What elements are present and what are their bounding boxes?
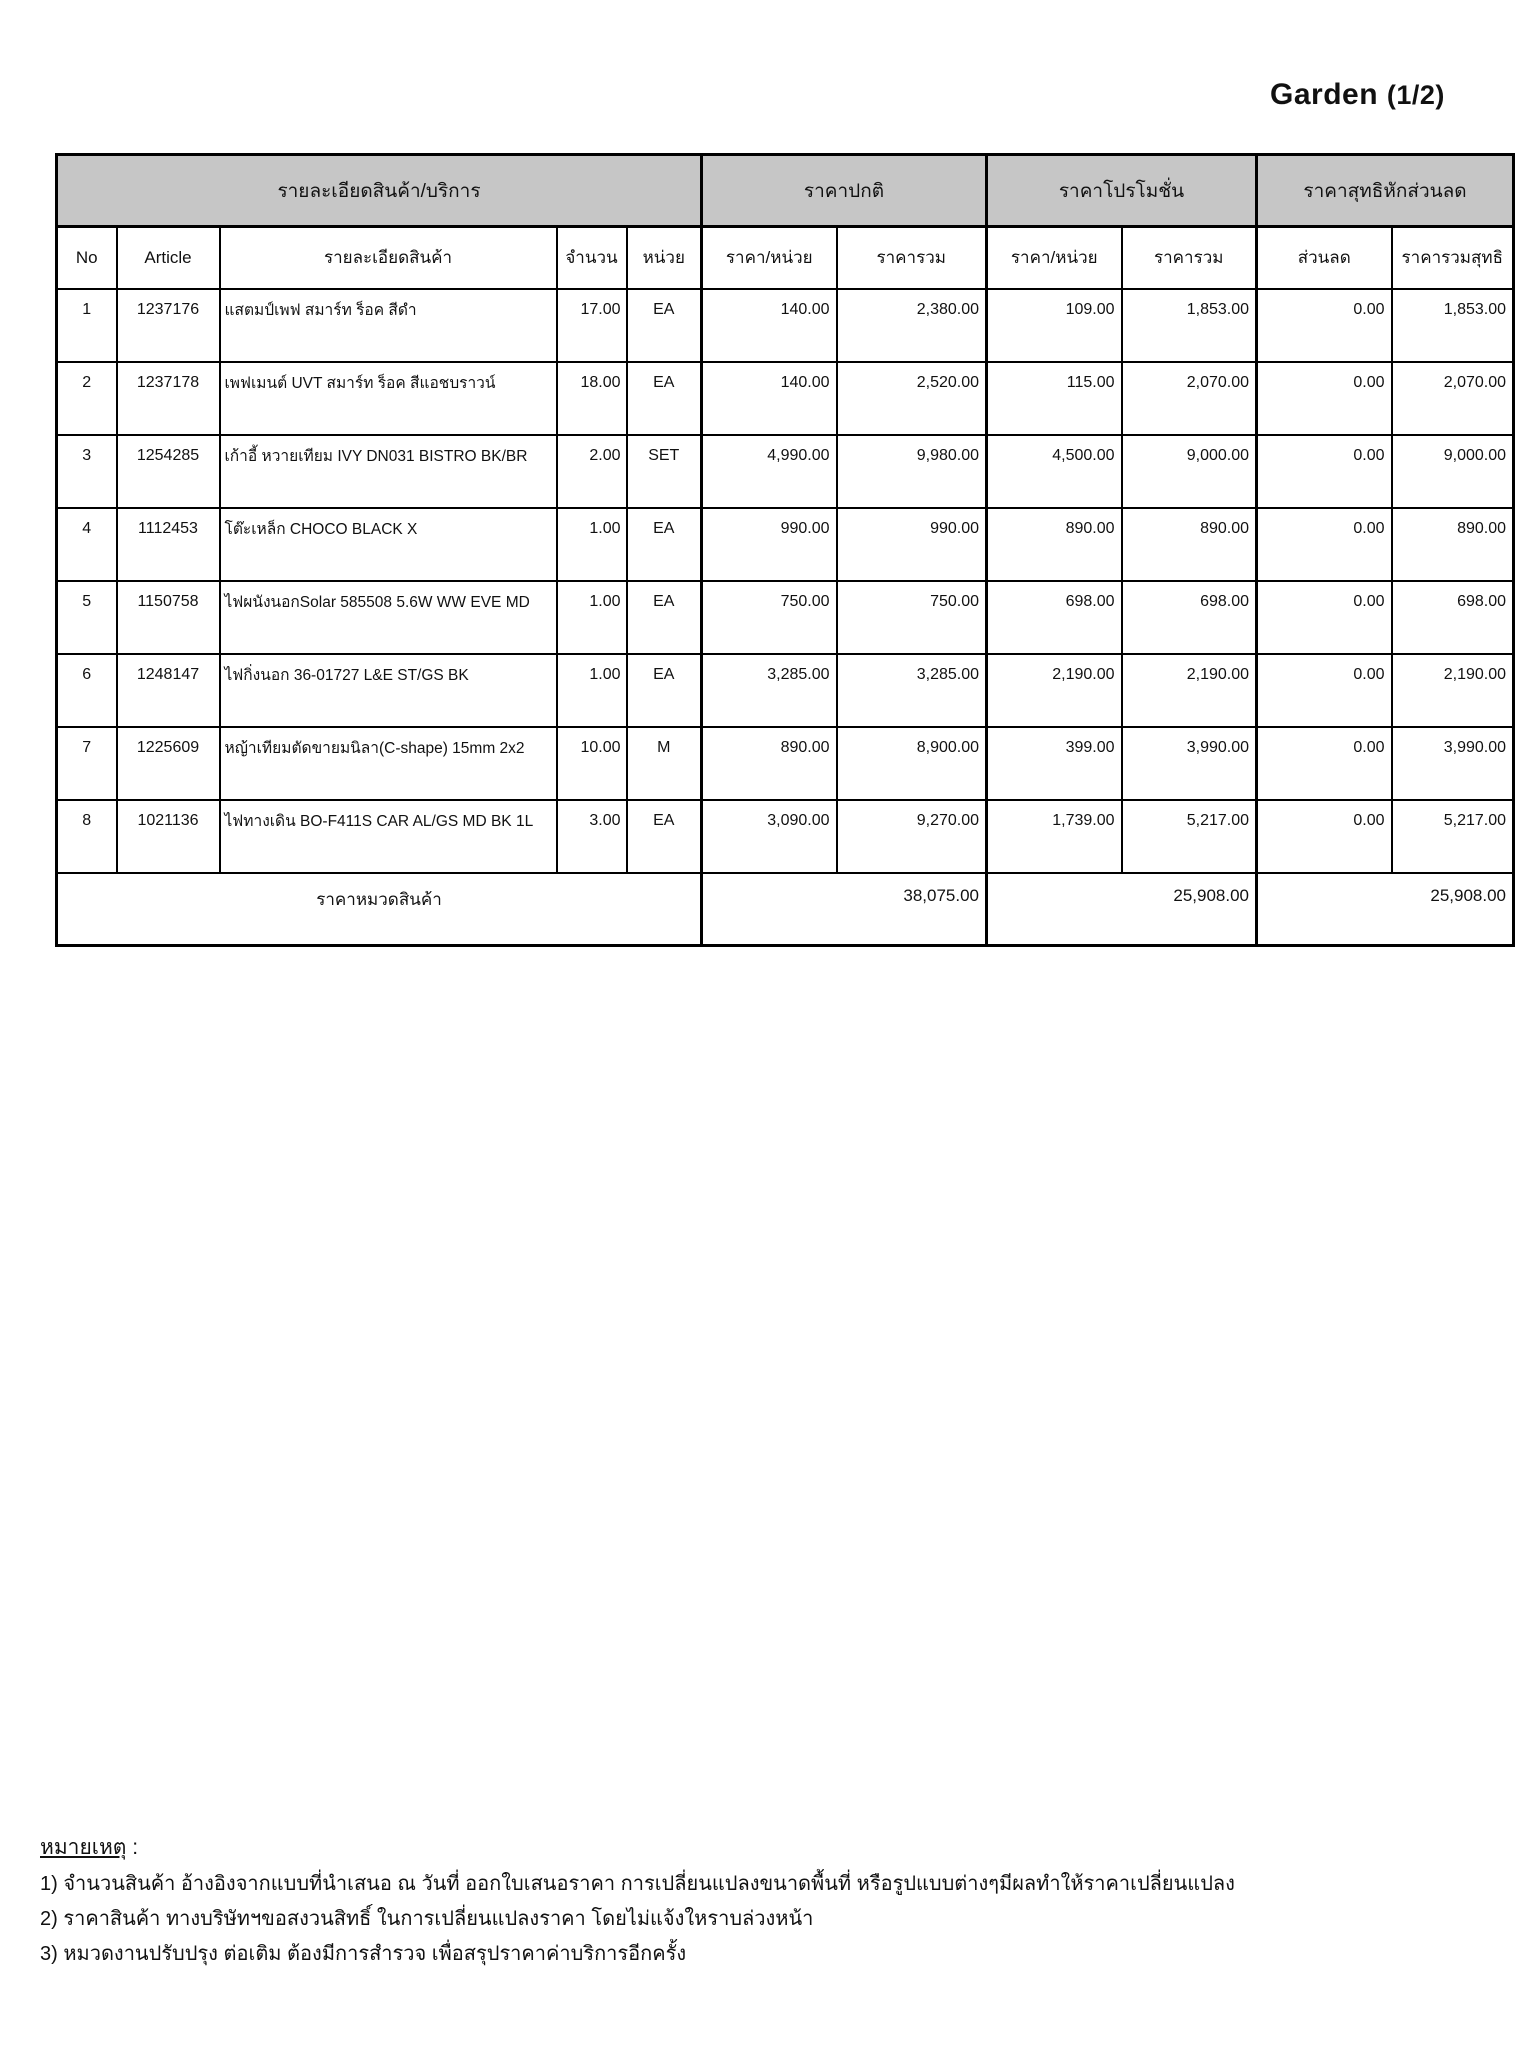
cell-promo-total: 2,070.00 — [1122, 362, 1257, 435]
note-1: 1) จำนวนสินค้า อ้างอิงจากแบบที่นำเสนอ ณ วันที่ ออกใบเสนอราคา การเปลี่ยนแปลงขนาดพื้นที่ หรือรูปแบบต่างๆมีผลทำให้ราคาเปลี่ยนแปลง — [40, 1873, 1235, 1896]
cell-no: 2 — [57, 362, 117, 435]
column-header-normal-unit-price: ราคา/หน่วย — [702, 227, 837, 289]
table-row — [57, 800, 1514, 873]
cell-article: 1248147 — [117, 654, 220, 727]
section-header-promo-price: ราคาโปรโมชั่น — [987, 155, 1257, 227]
cell-qty: 18.00 — [557, 362, 627, 435]
column-header-article: Article — [117, 227, 220, 289]
cell-normal-total: 2,380.00 — [837, 289, 987, 362]
cell-promo-unit-price: 1,739.00 — [987, 800, 1122, 873]
cell-net-total: 5,217.00 — [1392, 800, 1514, 873]
cell-normal-total: 9,980.00 — [837, 435, 987, 508]
column-header-no: No — [57, 227, 117, 289]
table-row — [57, 654, 1514, 727]
cell-description: ไฟผนังนอกSolar 585508 5.6W WW EVE MD — [220, 581, 557, 654]
cell-no: 3 — [57, 435, 117, 508]
notes-section — [40, 1836, 1510, 1978]
cell-normal-unit-price: 4,990.00 — [702, 435, 837, 508]
cell-promo-unit-price: 2,190.00 — [987, 654, 1122, 727]
cell-article: 1237176 — [117, 289, 220, 362]
cell-description: แสตมป์เพฟ สมาร์ท ร็อค สีดำ — [220, 289, 557, 362]
cell-unit: EA — [627, 800, 702, 873]
cell-promo-unit-price: 890.00 — [987, 508, 1122, 581]
cell-discount: 0.00 — [1257, 289, 1392, 362]
page-title — [1270, 78, 1445, 112]
notes-heading-text: หมายเหตุ — [40, 1836, 127, 1859]
cell-promo-total: 1,853.00 — [1122, 289, 1257, 362]
cell-net-total: 9,000.00 — [1392, 435, 1514, 508]
total-row — [57, 873, 1514, 946]
cell-promo-total: 698.00 — [1122, 581, 1257, 654]
cell-qty: 1.00 — [557, 654, 627, 727]
cell-qty: 1.00 — [557, 581, 627, 654]
cell-unit: EA — [627, 654, 702, 727]
total-net-price: 25,908.00 — [1257, 873, 1514, 946]
cell-promo-unit-price: 4,500.00 — [987, 435, 1122, 508]
table-row — [57, 362, 1514, 435]
cell-no: 6 — [57, 654, 117, 727]
cell-article: 1225609 — [117, 727, 220, 800]
cell-qty: 17.00 — [557, 289, 627, 362]
cell-promo-total: 2,190.00 — [1122, 654, 1257, 727]
cell-promo-unit-price: 115.00 — [987, 362, 1122, 435]
cell-article: 1237178 — [117, 362, 220, 435]
cell-no: 5 — [57, 581, 117, 654]
section-header-row — [57, 155, 1514, 227]
column-header-discount: ส่วนลด — [1257, 227, 1392, 289]
cell-description: หญ้าเทียมตัดขายมนิลา(C-shape) 15mm 2x2 — [220, 727, 557, 800]
total-promo-price: 25,908.00 — [987, 873, 1257, 946]
cell-normal-unit-price: 140.00 — [702, 362, 837, 435]
column-header-unit: หน่วย — [627, 227, 702, 289]
cell-article: 1150758 — [117, 581, 220, 654]
notes-heading-colon: : — [126, 1836, 139, 1859]
column-header-qty: จำนวน — [557, 227, 627, 289]
column-header-net-total: ราคารวมสุทธิ — [1392, 227, 1514, 289]
table-row — [57, 289, 1514, 362]
cell-unit: SET — [627, 435, 702, 508]
cell-unit: EA — [627, 362, 702, 435]
column-header-description: รายละเอียดสินค้า — [220, 227, 557, 289]
cell-discount: 0.00 — [1257, 654, 1392, 727]
cell-description: ไฟกิ่งนอก 36-01727 L&E ST/GS BK — [220, 654, 557, 727]
cell-normal-total: 750.00 — [837, 581, 987, 654]
total-label: ราคาหมวดสินค้า — [57, 873, 702, 946]
cell-normal-unit-price: 990.00 — [702, 508, 837, 581]
note-3: 3) หมวดงานปรับปรุง ต่อเติม ต้องมีการสำรวจ เพื่อสรุปราคาค่าบริการอีกครั้ง — [40, 1943, 687, 1966]
cell-unit: EA — [627, 508, 702, 581]
page-number-badge: (1/2) — [1386, 80, 1445, 110]
cell-discount: 0.00 — [1257, 800, 1392, 873]
cell-article: 1112453 — [117, 508, 220, 581]
cell-unit: EA — [627, 581, 702, 654]
cell-qty: 2.00 — [557, 435, 627, 508]
cell-unit: M — [627, 727, 702, 800]
cell-net-total: 2,070.00 — [1392, 362, 1514, 435]
cell-discount: 0.00 — [1257, 362, 1392, 435]
cell-description: เก้าอี้ หวายเทียม IVY DN031 BISTRO BK/BR — [220, 435, 557, 508]
cell-description: ไฟทางเดิน BO-F411S CAR AL/GS MD BK 1L — [220, 800, 557, 873]
table-row — [57, 435, 1514, 508]
cell-no: 4 — [57, 508, 117, 581]
cell-qty: 3.00 — [557, 800, 627, 873]
cell-no: 8 — [57, 800, 117, 873]
cell-normal-total: 2,520.00 — [837, 362, 987, 435]
cell-promo-total: 890.00 — [1122, 508, 1257, 581]
section-header-normal-price: ราคาปกติ — [702, 155, 987, 227]
cell-net-total: 698.00 — [1392, 581, 1514, 654]
column-header-promo-total: ราคารวม — [1122, 227, 1257, 289]
cell-promo-total: 5,217.00 — [1122, 800, 1257, 873]
page-title-name: Garden — [1270, 78, 1379, 111]
cell-net-total: 1,853.00 — [1392, 289, 1514, 362]
table-row — [57, 727, 1514, 800]
cell-promo-unit-price: 109.00 — [987, 289, 1122, 362]
cell-unit: EA — [627, 289, 702, 362]
cell-no: 7 — [57, 727, 117, 800]
column-header-row — [57, 227, 1514, 289]
cell-net-total: 2,190.00 — [1392, 654, 1514, 727]
cell-net-total: 3,990.00 — [1392, 727, 1514, 800]
cell-promo-unit-price: 698.00 — [987, 581, 1122, 654]
cell-description: เพฟเมนต์ UVT สมาร์ท ร็อค สีแอชบราวน์ — [220, 362, 557, 435]
cell-description: โต๊ะเหล็ก CHOCO BLACK X — [220, 508, 557, 581]
cell-normal-unit-price: 3,090.00 — [702, 800, 837, 873]
cell-discount: 0.00 — [1257, 727, 1392, 800]
cell-discount: 0.00 — [1257, 508, 1392, 581]
cell-normal-total: 990.00 — [837, 508, 987, 581]
total-normal-price: 38,075.00 — [702, 873, 987, 946]
cell-normal-unit-price: 3,285.00 — [702, 654, 837, 727]
cell-promo-total: 3,990.00 — [1122, 727, 1257, 800]
cell-normal-total: 8,900.00 — [837, 727, 987, 800]
cell-article: 1021136 — [117, 800, 220, 873]
column-header-promo-unit-price: ราคา/หน่วย — [987, 227, 1122, 289]
cell-normal-unit-price: 750.00 — [702, 581, 837, 654]
section-header-details: รายละเอียดสินค้า/บริการ — [57, 155, 702, 227]
section-header-net-price: ราคาสุทธิหักส่วนลด — [1257, 155, 1514, 227]
cell-promo-total: 9,000.00 — [1122, 435, 1257, 508]
cell-discount: 0.00 — [1257, 435, 1392, 508]
cell-net-total: 890.00 — [1392, 508, 1514, 581]
cell-no: 1 — [57, 289, 117, 362]
table-body — [57, 289, 1514, 873]
cell-normal-unit-price: 140.00 — [702, 289, 837, 362]
table-row — [57, 581, 1514, 654]
cell-normal-unit-price: 890.00 — [702, 727, 837, 800]
cell-article: 1254285 — [117, 435, 220, 508]
column-header-normal-total: ราคารวม — [837, 227, 987, 289]
cell-promo-unit-price: 399.00 — [987, 727, 1122, 800]
cell-discount: 0.00 — [1257, 581, 1392, 654]
table-row — [57, 508, 1514, 581]
notes-heading — [40, 1836, 1510, 1859]
cell-qty: 10.00 — [557, 727, 627, 800]
cell-qty: 1.00 — [557, 508, 627, 581]
cell-normal-total: 9,270.00 — [837, 800, 987, 873]
quotation-table — [55, 153, 1515, 947]
note-2: 2) ราคาสินค้า ทางบริษัทฯขอสงวนสิทธิ์ ในการเปลี่ยนแปลงราคา โดยไม่แจ้งใหราบล่วงหน้า — [40, 1908, 814, 1931]
cell-normal-total: 3,285.00 — [837, 654, 987, 727]
